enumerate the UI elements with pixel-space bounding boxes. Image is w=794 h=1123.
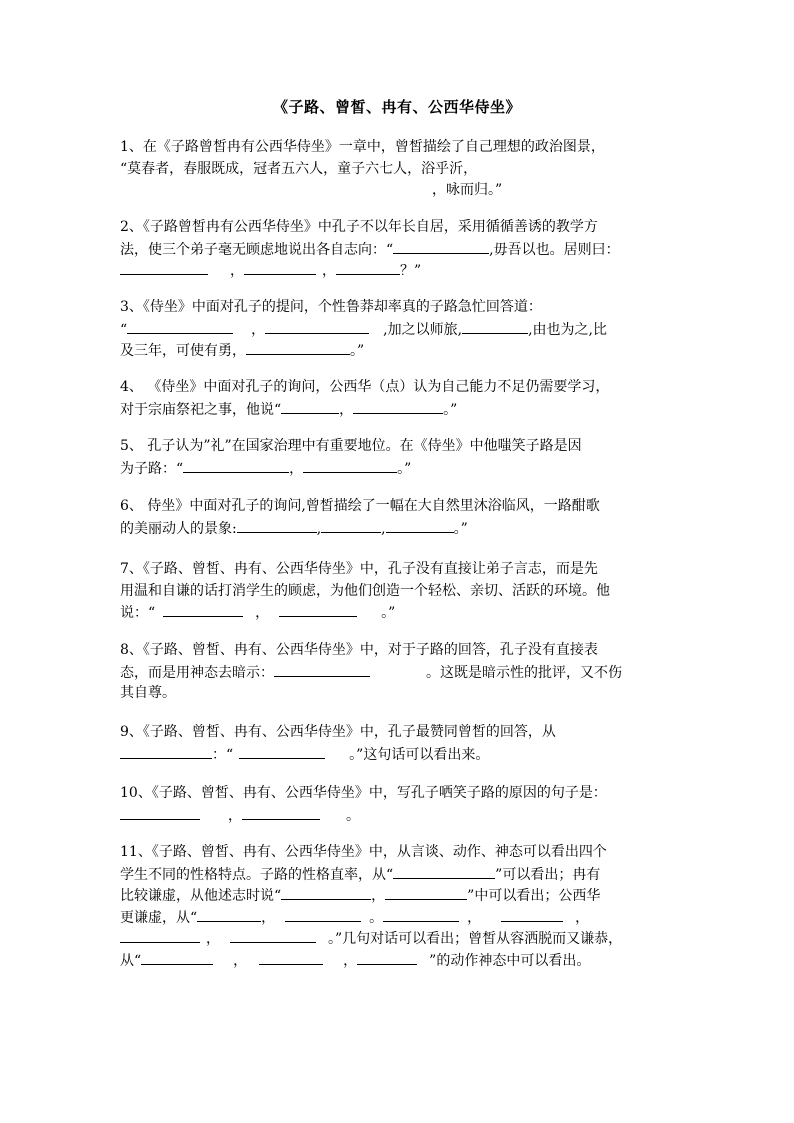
answer-blank[interactable] [357, 950, 417, 965]
answer-blank[interactable] [393, 239, 489, 254]
question-line: ， ， ？” [120, 260, 676, 282]
question-line: ，咏而归。” [432, 182, 503, 198]
answer-blank[interactable] [230, 928, 316, 943]
answer-blank[interactable] [281, 399, 339, 414]
answer-blank[interactable] [385, 885, 467, 900]
answer-blank[interactable] [265, 319, 369, 334]
answer-blank[interactable] [120, 928, 200, 943]
question-11 [120, 842, 676, 971]
question-2 [120, 217, 676, 282]
answer-blank[interactable] [501, 907, 563, 922]
question-line: 2、《子路曾皙冉有公西华侍坐》中孔子不以年长自居，采用循循善诱的教学方 [120, 219, 598, 235]
question-line: 6、 侍坐》中面对孔子的询问,曾皙描绘了一幅在大自然里沐浴临风，一路酣歌 [120, 498, 600, 514]
answer-blank[interactable] [183, 458, 289, 473]
answer-blank[interactable] [274, 662, 370, 677]
answer-blank[interactable] [321, 518, 381, 533]
question-line: 法，使三个弟子毫无顾虑地说出各自志向：“ ,毋吾以也。居则曰： [120, 239, 676, 261]
question-line: 为子路：“ ， 。” [120, 458, 676, 480]
question-8 [120, 640, 676, 705]
question-line: 态，而是用神态去暗示： 。这既是暗示性的批评，又不伤 [120, 662, 676, 684]
question-line: 3、《侍坐》中面对孔子的提问，个性鲁莽却率真的子路急忙回答道： [120, 299, 542, 315]
question-5 [120, 436, 676, 479]
answer-blank[interactable] [120, 744, 212, 759]
question-line: 8、《子路、曾皙、冉有、公西华侍坐》中，对于子路的回答，孔子没有直接表 [120, 642, 598, 658]
answer-blank[interactable] [353, 399, 443, 414]
answer-blank[interactable] [239, 744, 325, 759]
question-line: 5、 孔子认为”礼”在国家治理中有重要地位。在《侍坐》中他嗤笑子路是因 [120, 438, 582, 454]
question-line: “莫春者，春服既成，冠者五六人，童子六七人，浴乎沂， [120, 160, 478, 177]
question-10 [120, 783, 676, 826]
page-title: 《子路、曾皙、冉有、公西华侍坐》 [272, 98, 521, 116]
answer-blank[interactable] [237, 518, 317, 533]
question-7 [120, 559, 676, 624]
question-line: 比较谦虚，从他述志时说“ ， ”中可以看出；公西华 [120, 885, 676, 907]
question-line: 更谦虚，从“ ， 。 ， ， [120, 907, 676, 929]
question-line: 10、《子路、曾皙、冉有、公西华侍坐》中，写孔子哂笑子路的原因的句子是： [120, 785, 607, 801]
answer-blank[interactable] [242, 805, 320, 820]
answer-blank[interactable] [285, 907, 361, 922]
question-line: 学生不同的性格特点。子路的性格直率，从“ ”可以看出；冉有 [120, 864, 676, 886]
question-line: 11、《子路、曾皙、冉有、公西华侍坐》中，从言谈、动作、神态可以看出四个 [120, 844, 607, 860]
answer-blank[interactable] [462, 319, 528, 334]
question-line: 其自尊。 [120, 685, 176, 701]
answer-blank[interactable] [244, 260, 316, 275]
question-line: 4、 《侍坐》中面对孔子的询问，公西华（点）认为自己能力不足仍需要学习， [120, 379, 610, 395]
answer-blank[interactable] [336, 260, 400, 275]
question-line: 及三年，可使有勇， 。” [120, 340, 676, 362]
answer-blank[interactable] [259, 950, 323, 965]
answer-blank[interactable] [163, 602, 243, 617]
question-line: 对于宗庙祭祀之事，他说“ ， 。” [120, 399, 676, 421]
answer-blank[interactable] [197, 907, 261, 922]
question-line: ， 。”几句对话可以看出；曾皙从容洒脱而又谦恭， [120, 928, 676, 950]
question-line: 1、在《子路曾皙冉有公西华侍坐》一章中，曾皙描绘了自己理想的政治图景， [120, 139, 605, 155]
answer-blank[interactable] [383, 907, 459, 922]
question-line: 7、《子路、曾皙、冉有、公西华侍坐》中，孔子没有直接让弟子言志，而是先 [120, 561, 598, 577]
answer-blank[interactable] [141, 950, 213, 965]
answer-blank[interactable] [281, 885, 371, 900]
answer-blank[interactable] [386, 518, 454, 533]
question-line: “ ， ,加之以师旅, ,由也为之,比 [120, 319, 676, 341]
question-4 [120, 377, 676, 420]
question-6 [120, 496, 676, 539]
question-line: ：“ 。”这句话可以看出来。 [120, 744, 676, 766]
answer-blank[interactable] [279, 602, 357, 617]
question-1 [120, 137, 676, 202]
answer-blank[interactable] [246, 340, 350, 355]
answer-blank[interactable] [120, 805, 200, 820]
question-line: 从“ ， ， ”的动作神态中可以看出。 [120, 950, 676, 972]
answer-blank[interactable] [303, 458, 397, 473]
question-3 [120, 297, 676, 362]
question-line: 用温和自谦的话打消学生的顾虑，为他们创造一个轻松、亲切、活跃的环境。他 [120, 582, 610, 599]
answer-blank[interactable] [127, 319, 233, 334]
answer-blank[interactable] [393, 864, 495, 879]
question-line: ， 。 [120, 805, 676, 827]
question-line: 的美丽动人的景象: , , 。” [120, 518, 676, 540]
question-9 [120, 722, 676, 765]
question-line: 说：“ ， 。” [120, 602, 676, 624]
question-line: 9、《子路、曾皙、冉有、公西华侍坐》中，孔子最赞同曾皙的回答，从 [120, 724, 556, 740]
answer-blank[interactable] [120, 260, 208, 275]
